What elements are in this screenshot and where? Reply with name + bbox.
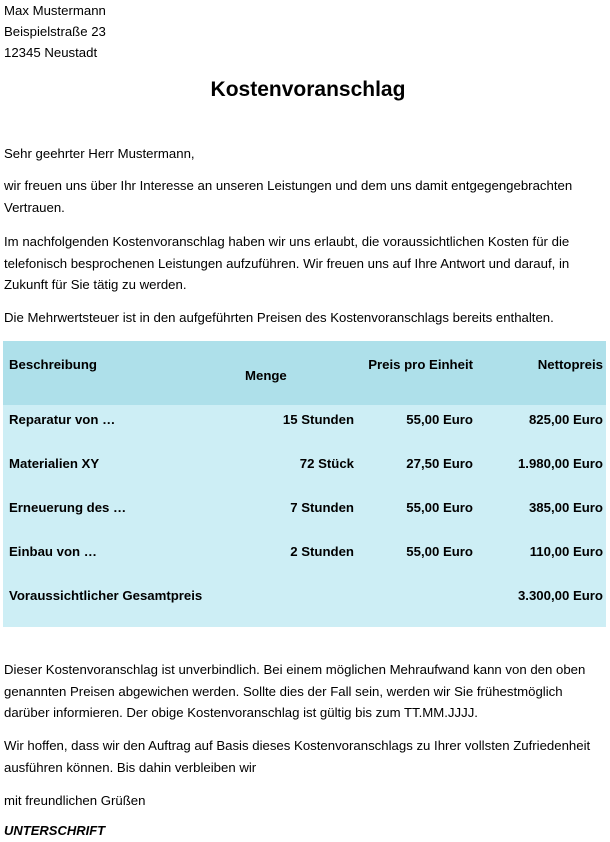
cost-table (3, 341, 606, 627)
intro-paragraph: wir freuen uns über Ihr Interesse an unseren Leistungen und dem uns damit entgegengebrachten Vertrauen. (4, 178, 573, 215)
row-net-price: 825,00 Euro (528, 412, 603, 427)
row-description: Einbau von … (9, 544, 97, 559)
vat-paragraph: Die Mehrwertsteuer ist in den aufgeführten Preisen des Kostenvoranschlags bereits enthalten. (4, 310, 554, 325)
row-unit-price: 55,00 Euro (406, 500, 473, 515)
row-unit-price: 55,00 Euro (406, 412, 473, 427)
sender-city: 12345 Neustadt (4, 45, 98, 60)
row-quantity: 72 Stück (299, 456, 354, 471)
total-label: Voraussichtlicher Gesamtpreis (9, 588, 203, 603)
document-title: Kostenvoranschlag (210, 78, 406, 101)
row-quantity: 2 Stunden (290, 544, 354, 559)
row-description: Erneuerung des … (9, 500, 127, 515)
row-unit-price: 55,00 Euro (406, 544, 473, 559)
cost-paragraph: Im nachfolgenden Kostenvoranschlag haben wir uns erlaubt, die voraussichtlichen Kosten für die telefonisch besprochenen Leistungen aufzuführen. Wir freuen uns auf Ihre Antwort und darauf, in Zukunft für Sie tätig zu werden. (4, 234, 570, 292)
header-description: Beschreibung (9, 357, 97, 372)
header-quantity: Menge (245, 368, 287, 383)
sender-name: Max Mustermann (4, 3, 106, 18)
row-unit-price: 27,50 Euro (406, 456, 473, 471)
row-net-price: 1.980,00 Euro (517, 456, 603, 471)
row-description: Materialien XY (9, 456, 100, 471)
sender-address (4, 0, 106, 63)
sender-street: Beispielstraße 23 (4, 24, 106, 39)
row-net-price: 110,00 Euro (529, 544, 603, 559)
signature: UNTERSCHRIFT (4, 823, 106, 838)
table-header (3, 341, 606, 405)
header-net-price: Nettopreis (537, 357, 603, 372)
row-net-price: 385,00 Euro (528, 500, 603, 515)
salutation: Sehr geehrter Herr Mustermann, (4, 146, 195, 161)
validity-paragraph: Dieser Kostenvoranschlag ist unverbindlich. Bei einem möglichen Mehraufwand kann von den oben genannten Preisen abgewichen werden. Sollte dies der Fall sein, werden wir Sie frühestmöglich darüber informieren. Der obige Kostenvoranschlag ist gültig bis zum TT.MM.JJJJ. (4, 662, 586, 720)
hope-paragraph: Wir hoffen, dass wir den Auftrag auf Basis dieses Kostenvoranschlags zu Ihrer vollsten Zufriedenheit ausführen können. Bis dahin verbleiben wir (4, 738, 591, 775)
row-description: Reparatur von … (9, 412, 116, 427)
total-value: 3.300,00 Euro (517, 588, 603, 603)
header-unit-price: Preis pro Einheit (368, 357, 473, 372)
row-quantity: 7 Stunden (290, 500, 354, 515)
closing: mit freundlichen Grüßen (4, 793, 146, 808)
row-quantity: 15 Stunden (282, 412, 354, 427)
